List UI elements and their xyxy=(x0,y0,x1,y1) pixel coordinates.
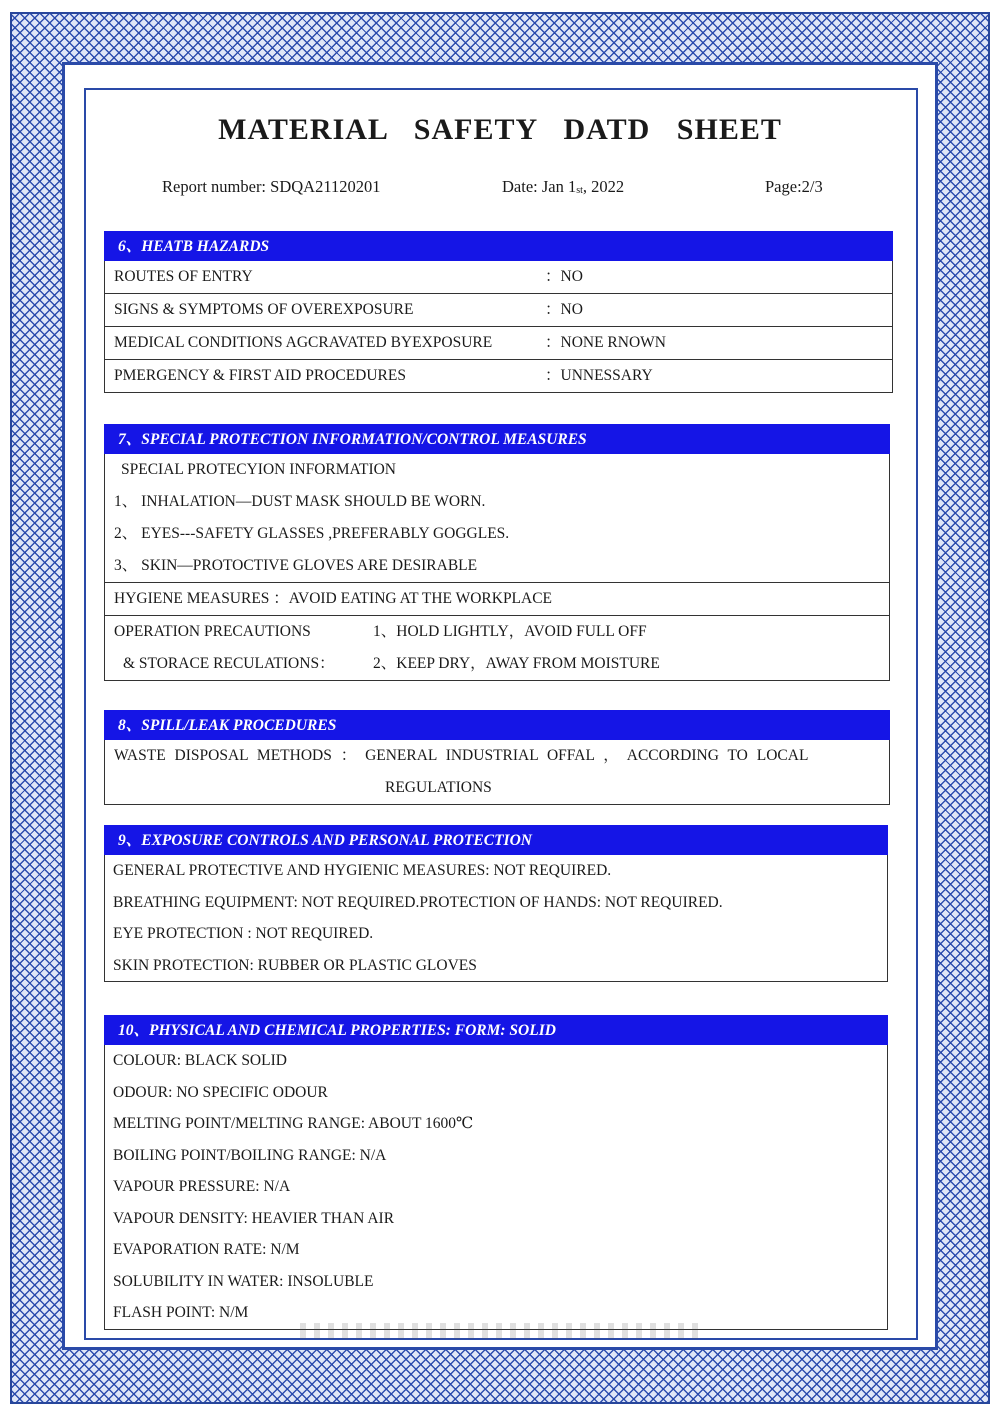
faded-stamp-strip xyxy=(300,1323,700,1339)
operation-row-2 xyxy=(105,648,889,680)
table-row xyxy=(105,293,892,326)
list-item: FLASH POINT: N/M xyxy=(113,1304,249,1321)
list-item: BREATHING EQUIPMENT: NOT REQUIRED.PROTECTION OF HANDS: NOT REQUIRED. xyxy=(113,893,723,911)
waste-disposal-line: WASTE DISPOSAL METHODS ： GENERAL INDUSTRIAL OFFAL ， ACCORDING TO LOCAL xyxy=(114,747,809,764)
hygiene-measures: HYGIENE MEASURES ：AVOID EATING AT THE WORKPLACE xyxy=(105,582,889,615)
section-10-heading: 10、PHYSICAL AND CHEMICAL PROPERTIES: FORM: SOLID xyxy=(104,1015,888,1045)
section-7-heading: 7、SPECIAL PROTECTION INFORMATION/CONTROL MEASURES xyxy=(104,424,890,454)
section-9 xyxy=(104,825,888,982)
row-value: ：NO xyxy=(545,268,583,285)
list-item: VAPOUR PRESSURE: N/A xyxy=(113,1178,291,1195)
section-6-heading: 6、HEATB HAZARDS xyxy=(104,231,893,261)
section-6-body xyxy=(104,261,893,393)
date-year: , 2022 xyxy=(582,177,625,196)
list-item: GENERAL PROTECTIVE AND HYGIENIC MEASURES: NOT REQUIRED. xyxy=(113,862,612,879)
row-label: SIGNS & SYMPTOMS OF OVEREXPOSURE xyxy=(114,301,414,318)
row-label: MEDICAL CONDITIONS AGCRAVATED BYEXPOSURE xyxy=(114,334,493,351)
page-number: Page:2/3 xyxy=(765,177,823,196)
row-value: ：UNNESSARY xyxy=(545,367,653,384)
operation-row-1 xyxy=(105,615,889,648)
table-row xyxy=(105,326,892,359)
section-9-body xyxy=(104,855,888,982)
date-prefix: Date: Jan 1 xyxy=(502,177,577,196)
list-item: 2、 EYES---SAFETY GLASSES ,PREFERABLY GOGGLES. xyxy=(114,525,510,542)
list-item: SOLUBILITY IN WATER: INSOLUBLE xyxy=(113,1272,374,1290)
operation-value: 2、KEEP DRY，AWAY FROM MOISTURE xyxy=(373,655,660,672)
list-item: SKIN PROTECTION: RUBBER OR PLASTIC GLOVES xyxy=(113,956,477,974)
list-item: 3、 SKIN—PROTOCTIVE GLOVES ARE DESIRABLE xyxy=(114,557,478,574)
list-item: MELTING POINT/MELTING RANGE: ABOUT 1600℃ xyxy=(113,1115,474,1132)
section-8-heading: 8、SPILL/LEAK PROCEDURES xyxy=(104,710,890,740)
page-title: MATERIAL SAFETY DATD SHEET xyxy=(218,113,782,146)
info-title: SPECIAL PROTECYION INFORMATION xyxy=(121,461,396,478)
table-row xyxy=(105,261,892,293)
list-item: COLOUR: BLACK SOLID xyxy=(113,1052,287,1069)
list-item: ODOUR: NO SPECIFIC ODOUR xyxy=(113,1083,328,1101)
section-7-body xyxy=(104,454,890,681)
list-item: 1、 INHALATION—DUST MASK SHOULD BE WORN. xyxy=(114,493,486,510)
list-item: VAPOUR DENSITY: HEAVIER THAN AIR xyxy=(113,1209,395,1227)
list-item: EYE PROTECTION : NOT REQUIRED. xyxy=(113,925,374,942)
section-8-body xyxy=(104,740,890,805)
row-label: ROUTES OF ENTRY xyxy=(114,268,253,285)
waste-disposal-line-2: REGULATIONS xyxy=(385,779,492,796)
operation-label: & STORACE RECULATIONS： xyxy=(123,655,335,672)
row-value: ：NONE RNOWN xyxy=(545,334,666,351)
table-row xyxy=(105,359,892,392)
row-value: ：NO xyxy=(545,301,583,318)
list-item: BOILING POINT/BOILING RANGE: N/A xyxy=(113,1146,387,1164)
section-8 xyxy=(104,710,890,805)
section-6 xyxy=(104,231,893,393)
operation-label: OPERATION PRECAUTIONS xyxy=(114,623,311,640)
operation-value: 1、HOLD LIGHTLY，AVOID FULL OFF xyxy=(373,623,647,640)
section-10-body xyxy=(104,1045,888,1330)
date-suffix: st xyxy=(576,185,583,196)
section-7 xyxy=(104,424,890,681)
row-label: PMERGENCY & FIRST AID PROCEDURES xyxy=(114,367,406,384)
list-item: EVAPORATION RATE: N/M xyxy=(113,1241,300,1258)
section-10 xyxy=(104,1015,888,1330)
report-date xyxy=(502,177,624,197)
report-number: Report number: SDQA21120201 xyxy=(162,177,381,196)
section-9-heading: 9、EXPOSURE CONTROLS AND PERSONAL PROTECTION xyxy=(104,825,888,855)
